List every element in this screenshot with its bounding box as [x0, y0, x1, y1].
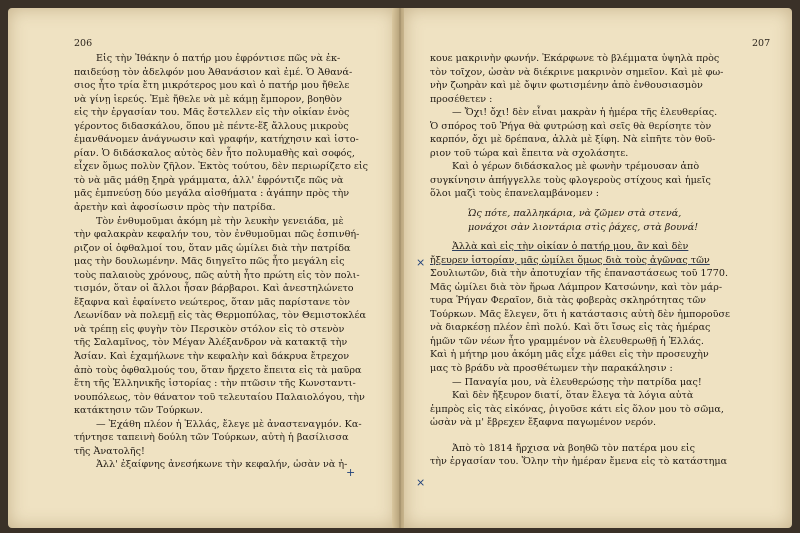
text-line: νὰ τρέπῃ εἰς φυγὴν τὸν Περσικὸν στόλον εἰς τὸ στενὸν: [74, 323, 345, 335]
text-line: Ὡς πότε, παλληκάρια, νὰ ζῶμεν στὰ στενά,: [468, 208, 682, 220]
text-line: μονάχοι σὰν λιοντάρια στὶς ῥάχες, στὰ βουνά!: [468, 221, 699, 233]
text-line: κατάκτησιν τῶν Τούρκων.: [74, 405, 203, 417]
text-line: ἔτη τῆς Ἑλληνικῆς ἱστορίας : τὴν πτῶσιν τῆς Κωνσταντι-: [74, 378, 356, 390]
text-line: Ἀσίαν. Καὶ ἐχαμήλωνε τὴν κεφαλὴν καὶ δάκρυα ἔτρεχον: [74, 351, 350, 363]
text-line: ἔξαφνα καὶ ἐφαίνετο νεώτερος, ὅταν μᾶς παρίστανε τὸν: [74, 296, 350, 308]
text-line: μᾶς ἐμπνεύσῃ δύο μεγάλα αἰσθήματα : ἀγάπην πρὸς τὴν: [74, 188, 350, 200]
pen-mark: ×: [416, 476, 426, 489]
text-line: τῆς Ἀνατολῆς!: [74, 445, 145, 457]
text-line: μας τὸ βράδυ νὰ προσθέτωμεν τὴν παρακάλησιν :: [430, 363, 673, 375]
text-line: Εἰς τὴν Ἰθάκην ὁ πατήρ μου ἐφρόντισε πῶς νὰ ἐκ-: [96, 53, 341, 64]
text-line: ἀπὸ τοὺς ὀφθαλμούς του, ὅταν ἤρχετο ἔπειτα εἰς τὰ μαῦρα: [74, 364, 362, 376]
text-line: μας τὴν δουλωμένην. Μᾶς διηγεῖτο πῶς ἦτο μεγάλη εἰς: [74, 256, 345, 268]
text-line: Ἀλλ' ἐξαίφνης ἀνεσήκωνε τὴν κεφαλήν, ὡσὰν νὰ ἠ-: [96, 459, 348, 471]
text-line: συγκίνησιν ἀπήγγελλε τοὺς φλογεροὺς στίχους καὶ ἡμεῖς: [430, 174, 711, 186]
text-line: τὸν τοῖχον, ὡσὰν νὰ διέκρινε μακρινὸν σημεῖον. Καὶ μὲ φω-: [430, 66, 724, 78]
text-line: τὸ νὰ μᾶς μάθῃ ξηρὰ γράμματα, ἀλλ' ἐφρόντιζε πῶς νὰ: [74, 174, 344, 186]
text-line: νουπόλεως, τὸν θάνατον τοῦ τελευταίου Παλαιολόγου, τὴν: [74, 391, 365, 403]
page-number-right: 207: [752, 38, 771, 49]
pen-mark: ×: [416, 256, 426, 269]
text-line: τυρα Ῥήγαν Φεραῖον, διὰ τὰς φοβερὰς σκληρότητας τῶν: [430, 295, 706, 307]
text-line: Καὶ ὁ γέρων διδάσκαλος μὲ φωνὴν τρέμουσαν ἀπὸ: [452, 161, 700, 173]
text-line: Ὁ σπόρος τοῦ Ῥήγα θὰ φυτρώσῃ καὶ σεῖς θὰ θερίσητε τὸν: [430, 120, 712, 132]
text-line: ἀρετὴν καὶ ἀφοσίωσιν πρὸς τὴν πατρίδα.: [74, 202, 276, 214]
text-line: — Ἐχάθη πλέον ἡ Ἑλλάς, ἔλεγε μὲ ἀναστεναγμόν. Κα-: [96, 418, 362, 430]
text-line: γέροντος διδασκάλου, ὅπου μὲ πέντε-ἕξ ἄλλους μικροὺς: [74, 120, 349, 132]
text-line: ρίαν. Ὁ διδάσκαλος αὐτὸς δὲν ἦτο πολυμαθὴς καὶ σοφός,: [74, 147, 355, 159]
left-page: [8, 8, 396, 528]
text-line: τισμόν, ὅταν οἱ ἄλλοι ἦσαν βάρβαροι. Καὶ ἀνεστηλώνετο: [74, 283, 354, 295]
text-line: τοὺς παλαιοὺς χρόνους, πῶς αὐτὴ ἦτο πρώτη εἰς τὸν πολι-: [74, 269, 360, 281]
text-line: νὰ διαρκέσῃ πλέον ἐπὶ πολύ. Καὶ ὅτι ἴσως εἰς τὰς ἡμέρας: [430, 322, 711, 334]
text-line: τὴν φαλακρὰν κεφαλήν του, τὸν ἐνθυμοῦμαι πῶς ἐσπινθή-: [74, 229, 360, 241]
text-line: Τούρκων. Μᾶς ἔλεγεν, ὅτι ἡ κατάστασις αὐτὴ δὲν ἠμποροῦσε: [430, 308, 731, 320]
text-line: ριζον οἱ ὀφθαλμοί του, ὅταν μᾶς ὡμίλει διὰ τὴν πατρίδα: [74, 242, 351, 254]
text-line: Ἀλλὰ καὶ εἰς τὴν οἰκίαν ὁ πατήρ μου, ἂν καὶ δὲν: [452, 241, 689, 253]
text-line: τῆς Σαλαμῖνος, τὸν Μέγαν Ἀλέξανδρον νὰ κατακτᾷ τὴν: [74, 337, 348, 349]
text-line: ἐμπρὸς εἰς τὰς εἰκόνας, ῥιγοῦσε κάτι εἰς ὅλον μου τὸ σῶμα,: [430, 403, 724, 415]
text-line: — Ὄχι! ὄχι! δὲν εἶναι μακρὰν ἡ ἡμέρα τῆς ἐλευθερίας.: [452, 107, 718, 119]
text-line: νὴν ζωηρὰν καὶ μὲ ὄψιν φωτισμένην ἀπὸ ἐνθουσιασμὸν: [430, 80, 703, 92]
text-line: Σουλιωτῶν, διὰ τὴν ἀποτυχίαν τῆς ἐπαναστάσεως τοῦ 1770.: [430, 268, 729, 280]
page-number-left: 206: [74, 38, 93, 49]
text-line: παιδεύσῃ τὸν ἀδελφόν μου Ἀθανάσιον καὶ ἐμέ. Ὁ Ἀθανά-: [74, 66, 353, 78]
text-line: ἐμανθάνομεν ἀνάγνωσιν καὶ γραφήν, κατήχησιν καὶ ἱστο-: [74, 134, 359, 146]
text-line: κουε μακρινὴν φωνήν. Ἐκάρφωνε τὸ βλέμματα ὑψηλὰ πρὸς: [430, 53, 720, 64]
text-line: ἡμῶν τῶν νέων ἦτο γραμμένον νὰ ἐλευθερωθῇ ἡ Ἑλλάς.: [430, 335, 704, 347]
text-line: ὅλοι μαζὶ τοὺς ἐπανελαμβάνομεν :: [430, 188, 599, 200]
text-line: νὰ γίνῃ ἱερεύς. Ἐμὲ ἤθελε νὰ μὲ κάμῃ ἔμπορον, βοηθὸν: [74, 93, 342, 105]
text-line: Καὶ δὲν ἤξευρον διατί, ὅταν ἔλεγα τὰ λόγια αὐτὰ: [452, 390, 694, 402]
text-line: Λεωνίδαν νὰ πολεμῇ εἰς τὰς Θερμοπύλας, τὸν Θεμιστοκλέα: [74, 310, 366, 322]
line-spacer: [430, 430, 752, 442]
text-line: τήντησε ταπεινὴ δούλη τῶν Τούρκων, αὐτὴ ἡ βασίλισσα: [74, 432, 349, 444]
text-line: τὴν ἐργασίαν του. Ὅλην τὴν ἡμέραν ἔμενα εἰς τὸ κατάστημα: [430, 456, 728, 468]
text-line: εἶχεν ὅμως πολὺν ζῆλον. Ἐκτὸς τούτου, δὲν περιωρίζετο εἰς: [74, 161, 368, 173]
text-line: ὡσὰν νὰ μ' ἔβρεχεν ἔξαφνα παγωμένον νερόν.: [430, 417, 657, 429]
text-line: ριον τοῦ τώρα καὶ ἔπειτα νὰ σχολάσητε.: [430, 147, 629, 159]
right-page-text: [430, 52, 752, 469]
text-line: καρπόν, ὄχι μὲ δρέπανα, ἀλλὰ μὲ ξίφη. Νὰ εἰπῆτε τὸν θοῦ-: [430, 134, 716, 146]
pen-mark: +: [346, 466, 356, 479]
text-line: Τὸν ἐνθυμοῦμαι ἀκόμη μὲ τὴν λευκὴν γενειάδα, μὲ: [96, 215, 344, 227]
text-line: Καὶ ἡ μήτηρ μου ἀκόμη μᾶς εἶχε μάθει εἰς τὴν προσευχὴν: [430, 349, 709, 361]
left-page-text: [74, 52, 374, 472]
text-line: Ἀπὸ τὸ 1814 ἤρχισα νὰ βοηθῶ τὸν πατέρα μου εἰς: [452, 442, 695, 454]
text-line: εἰς τὴν ἐργασίαν του. Μᾶς ἔστελλεν εἰς τὴν οἰκίαν ἑνὸς: [74, 107, 350, 119]
text-line: σιος ἦτο τρία ἔτη μικρότερος μου καὶ ὁ πατήρ μου ἤθελε: [74, 80, 350, 92]
text-line: Μᾶς ὡμίλει διὰ τὸν ἥρωα Λάμπρον Κατσώνην, καὶ τὸν μάρ-: [430, 281, 723, 293]
right-page: [404, 8, 792, 528]
text-line: ἤξευρεν ἱστορίαν, μᾶς ὡμίλει ὅμως διὰ τοὺς ἀγῶνας τῶν: [430, 254, 710, 266]
text-line: — Παναγία μου, νὰ ἐλευθερώσῃς τὴν πατρίδα μας!: [452, 376, 702, 388]
text-line: προσέθετεν :: [430, 93, 493, 105]
